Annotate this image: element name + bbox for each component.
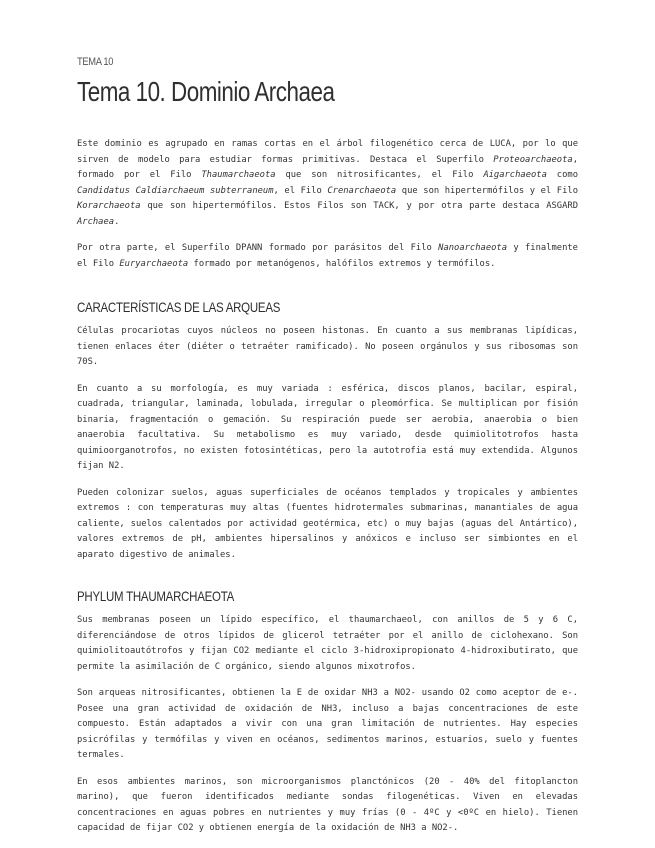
italic-term: Thaumarchaeota	[201, 170, 276, 180]
section-heading-thaumarchaeota: PHYLUM THAUMARCHAEOTA	[77, 588, 235, 604]
chapter-label: TEMA 10	[77, 56, 114, 68]
caracteristicas-paragraph-3: Pueden colonizar suelos, aguas superficiales de océanos templados y tropicales y ambientes extremos : con temperaturas muy altas (fuentes hidrotermales submarinas, manantiales de agua caliente, suelos calentados por actividad geotérmica, etc) o muy bajas (aguas del Antártico), valores extremos de pH, ambientes hipersalinos y anóxicos e incluso ser simbiontes en el aparato digestivo de animales.	[77, 487, 578, 560]
italic-term: Nanoarchaeota	[438, 243, 508, 253]
italic-term: Crenarchaeota	[327, 185, 397, 196]
italic-term: Aigarchaeota	[483, 170, 547, 180]
thaumarchaeota-paragraph-2: Son arqueas nitrosificantes, obtienen la E de oxidar NH3 a NO2- usando O2 como aceptor de e-. Posee una gran actividad de oxidación de NH3, incluso a bajas concentraciones de este compuesto. Están adaptados a vivir con una gran limitación de nutrientes. Hay especies psicrófilas y termófilas y viven en océanos, sedimentos marinos, estuarios, suelo y fuentes termales.	[77, 688, 578, 760]
italic-term: Candidatus Caldiarchaeum subterraneum	[77, 185, 274, 196]
caracteristicas-paragraph-2: En cuanto a su morfología, es muy variada : esférica, discos planos, bacilar, espiral, cuadrada, triangular, laminada, lobulada, irregular o pleomórfica. Se multiplican por fisión binaria, fragmentación o gemación. Su respiración puede ser aerobia, anaerobia o bien anaerobia facultativa. Su metabolismo es muy variado, desde quimiolitotrofos hasta quimioorganotrofos, no existen fotosintéticas, pero la autotrofia está muy extendida. Algunos fijan N2.	[77, 383, 578, 471]
caracteristicas-paragraph-1: Células procariotas cuyos núcleos no poseen histonas. En cuanto a sus membranas lipídicas, tienen enlaces éter (diéter o tetraéter ramificado). No poseen orgánulos y sus ribosomas son 70S.	[77, 326, 578, 367]
thaumarchaeota-paragraph-1: Sus membranas poseen un lípido específico, el thaumarchaeol, con anillos de 5 y 6 C, diferenciándose de otros lípidos de glicerol tetraéter por el anillo de ciclohexano. Son quimiolitoautótrofos y fijan CO2 mediante el ciclo 3-hidroxipropionato 4-hidroxibutirato, que permite la asimilación de C orgánico, siendo algunos mixotrofos.	[77, 615, 578, 672]
document-page	[77, 56, 578, 837]
thaumarchaeota-paragraph-3: En esos ambientes marinos, son microorganismos planctónicos (20 - 40% del fitoplancton marino), que fueron identificados mediante sondas filogenéticas. Viven en elevadas concentraciones en aguas pobres en nutrientes y muy frías (0 - 4ºC y <0ºC en hielo). Tienen capacidad de fijar CO2 y obtienen energía de la oxidación de NH3 a NO2-.	[77, 776, 578, 833]
intro-paragraph-1: Este dominio es agrupado en ramas cortas en el árbol filogenético cerca de LUCA, por lo que sirven de modelo para estudiar formas primitivas. Destaca el Superfilo Proteoarchaeota, formado por el Filo Thaumarchaeota que son nitrosificantes, el Filo Aigarchaeota como Candidatus Caldiarchaeum subterraneum, el Filo Crenarchaeota que son hipertermófilos y el Filo Korarchaeota que son hipertermófilos. Estos Filos son TACK, y por otra parte destaca ASGARD Archaea.	[77, 139, 578, 227]
intro-paragraph-2: Por otra parte, el Superfilo DPANN formado por parásitos del Filo Nanoarchaeota y finalmente el Filo Euryarchaeota formado por metanógenos, halófilos extremos y termófilos.	[77, 243, 578, 269]
italic-term: Archaea	[77, 216, 115, 227]
section-heading-caracteristicas: CARACTERÍSTICAS DE LAS ARQUEAS	[77, 299, 281, 315]
italic-term: Proteoarchaeota	[493, 154, 573, 165]
page-title: Tema 10. Dominio Archaea	[77, 76, 335, 107]
italic-term: Euryarchaeota	[119, 258, 189, 269]
italic-term: Korarchaeota	[77, 201, 141, 211]
